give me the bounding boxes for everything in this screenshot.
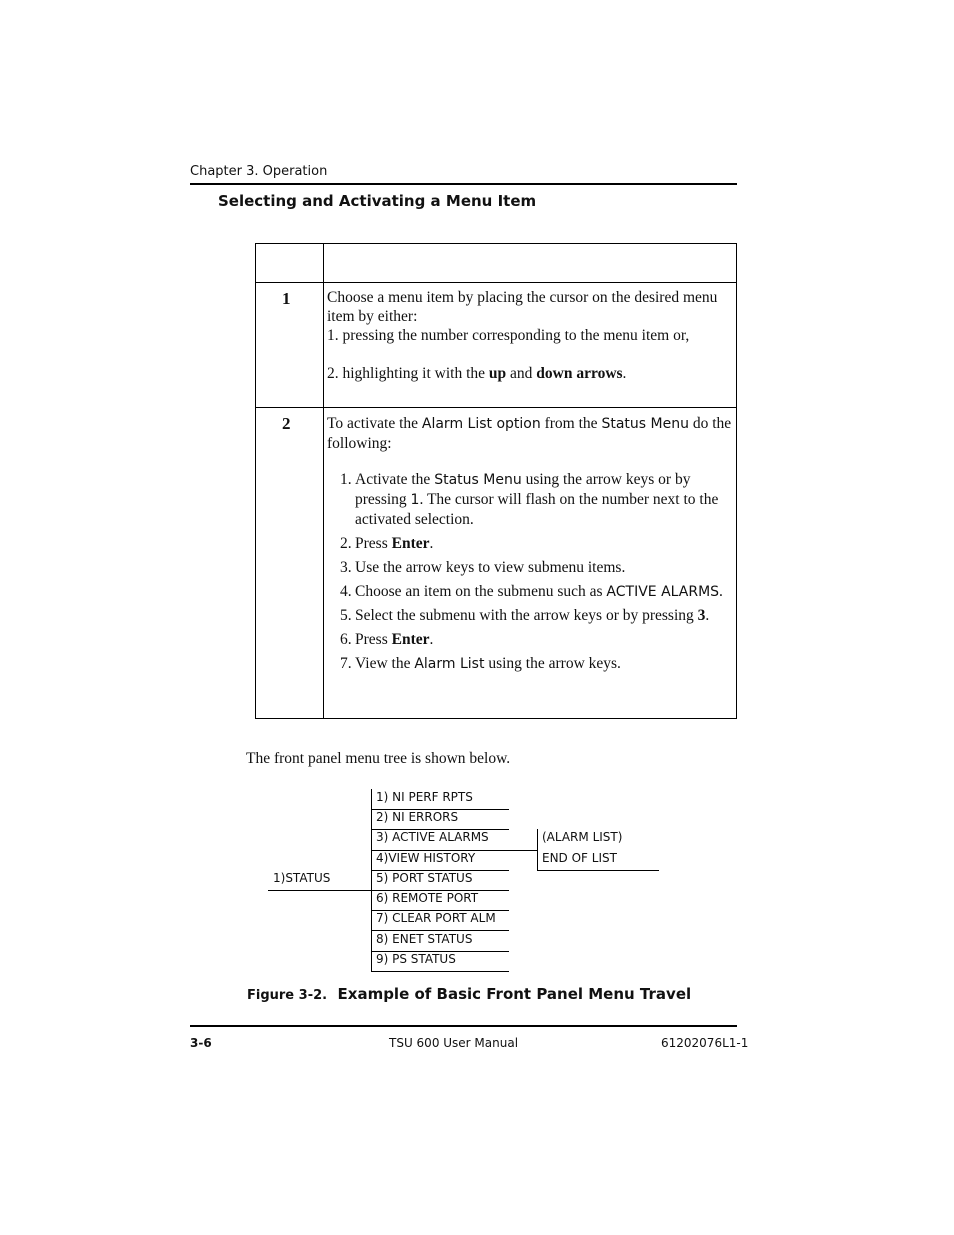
text-run: . xyxy=(429,535,434,552)
submenu-divider xyxy=(371,930,509,931)
list-item xyxy=(340,582,735,602)
footer-title: TSU 600 User Manual xyxy=(389,1036,519,1050)
footer-part-number: 61202076L1-1 xyxy=(661,1036,749,1050)
chapter-header: Chapter 3. Operation xyxy=(190,164,328,179)
submenu-item: 1) NI PERF RPTS xyxy=(376,790,473,804)
text-run: . xyxy=(705,607,710,624)
root-connector xyxy=(268,890,371,891)
alarm-list-item: (ALARM LIST) xyxy=(542,830,623,844)
table-header-divider xyxy=(256,282,736,283)
text-run: . xyxy=(622,365,627,382)
submenu-divider xyxy=(371,850,538,851)
step-number: 1 xyxy=(282,289,291,308)
text-run: Select the submenu with the arrow keys or by pressing xyxy=(355,607,698,624)
list-item xyxy=(340,630,735,650)
submenu-item: 2) NI ERRORS xyxy=(376,810,459,824)
list-item-number: 3. xyxy=(340,559,352,576)
up-key-label: up xyxy=(488,365,507,382)
list-item-number: 4. xyxy=(340,583,352,600)
text-run: using the arrow keys. xyxy=(484,655,621,672)
list-item xyxy=(340,470,735,530)
status-menu-label: Status Menu xyxy=(601,416,689,432)
alarm-list-item: END OF LIST xyxy=(542,851,617,865)
text-run: Press xyxy=(355,631,392,648)
figure-caption xyxy=(247,985,691,1003)
down-arrows-label: down arrows xyxy=(536,365,623,382)
submenu-item: 4)VIEW HISTORY xyxy=(376,851,476,865)
text-run: using the arrow keys or by pressing xyxy=(355,471,691,508)
text-run: Activate the xyxy=(355,471,435,488)
text-run: . The cursor will flash on the number next to the activated selection. xyxy=(355,491,719,528)
submenu-divider xyxy=(371,910,509,911)
list-item xyxy=(340,534,735,554)
step-number: 2 xyxy=(282,414,291,433)
step-1-option-2 xyxy=(327,364,733,383)
list-item-number: 5. xyxy=(340,607,352,624)
alarm-list-label: Alarm List xyxy=(414,656,485,672)
status-menu-label: Status Menu xyxy=(434,472,522,488)
submenu-divider xyxy=(371,870,509,871)
list-item xyxy=(340,606,735,626)
list-item xyxy=(340,654,735,674)
submenu-item: 8) ENET STATUS xyxy=(376,932,473,946)
figure-label: Figure 3-2. xyxy=(247,988,328,1003)
footer-rule xyxy=(190,1025,737,1027)
menu-tree-root: 1)STATUS xyxy=(273,871,331,885)
submenu-item: 7) CLEAR PORT ALM xyxy=(376,911,496,925)
list-item-number: 1. xyxy=(340,471,352,488)
step-2-list xyxy=(340,470,735,678)
enter-key-label: Enter xyxy=(391,535,430,552)
text-run: do the following: xyxy=(327,415,732,452)
table-row-divider xyxy=(256,407,736,408)
submenu-divider xyxy=(371,951,509,952)
step-1-option-1: 1. pressing the number corresponding to the menu item or, xyxy=(327,327,690,344)
submenu-divider xyxy=(371,829,509,830)
text-run: To activate the xyxy=(327,415,422,432)
list-item xyxy=(340,558,735,578)
text-run: . xyxy=(429,631,434,648)
text-run: Press xyxy=(355,535,392,552)
key-label: 1 xyxy=(410,492,420,508)
active-alarms-label: ACTIVE ALARMS xyxy=(606,584,720,600)
procedure-table xyxy=(255,243,737,719)
alarm-list-bracket xyxy=(537,829,538,870)
figure-title: Example of Basic Front Panel Menu Travel xyxy=(327,985,692,1003)
step-1-line: Choose a menu item by placing the cursor on the desired menu item by either: xyxy=(327,289,718,325)
list-item-number: 7. xyxy=(340,655,352,672)
table-column-divider xyxy=(323,244,324,718)
step-2-intro xyxy=(327,414,733,453)
footer-page-number: 3-6 xyxy=(190,1036,212,1050)
text-run: View the xyxy=(355,655,415,672)
submenu-item: 6) REMOTE PORT xyxy=(376,891,479,905)
key-label: 3 xyxy=(697,607,706,624)
submenu-divider xyxy=(371,890,509,891)
text-run: . xyxy=(719,583,723,600)
alarm-list-divider xyxy=(537,870,659,871)
submenu-item: 3) ACTIVE ALARMS xyxy=(376,830,489,844)
text-run: Choose an item on the submenu such as xyxy=(355,583,607,600)
enter-key-label: Enter xyxy=(391,631,430,648)
submenu-divider xyxy=(371,971,509,972)
submenu-divider xyxy=(371,809,509,810)
text-run: and xyxy=(506,365,537,382)
text-run: Use the arrow keys to view submenu items. xyxy=(355,559,626,576)
submenu-bracket xyxy=(371,789,372,971)
list-item-number: 2. xyxy=(340,535,352,552)
list-item-number: 6. xyxy=(340,631,352,648)
submenu-item: 9) PS STATUS xyxy=(376,952,456,966)
text-run: 2. highlighting it with the xyxy=(327,365,489,382)
step-1-text xyxy=(327,288,733,383)
text-run: from the xyxy=(540,415,602,432)
alarm-list-option: Alarm List option xyxy=(421,416,541,432)
header-rule xyxy=(190,183,737,185)
menu-tree-intro: The front panel menu tree is shown below. xyxy=(246,750,511,767)
submenu-item: 5) PORT STATUS xyxy=(376,871,473,885)
section-title: Selecting and Activating a Menu Item xyxy=(218,192,537,210)
